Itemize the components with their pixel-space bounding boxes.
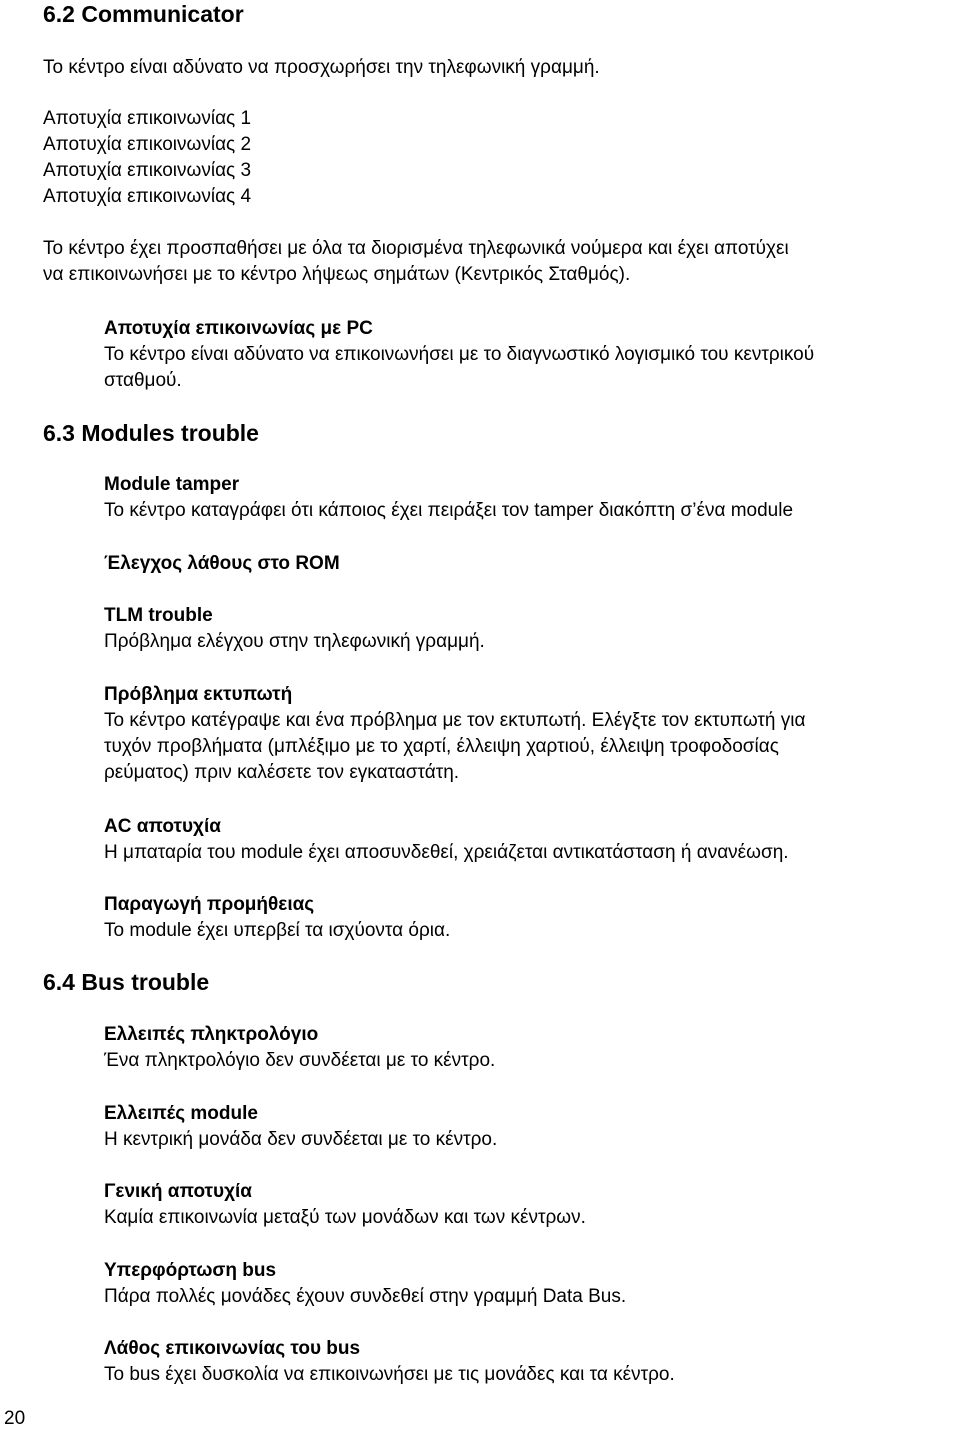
bus-item-title: Λάθος επικοινωνίας του bus <box>104 1338 361 1359</box>
module-tamper-block <box>104 472 956 524</box>
bus-item-title: Ελλειπές module <box>104 1103 258 1124</box>
tlm-trouble-desc: Πρόβλημα ελέγχου στην τηλεφωνική γραμμή. <box>104 631 485 652</box>
bus-item <box>104 1336 956 1388</box>
tlm-trouble-block <box>104 603 956 655</box>
section-heading-6-2: 6.2 Communicator <box>43 1 244 27</box>
printer-problem-desc-line-2: τυχόν προβλήματα (μπλέξιμο με το χαρτί, έλλειψη χαρτιού, έλλειψη τροφοδοσίας <box>104 736 779 757</box>
bus-item-desc: Το bus έχει δυσκολία να επικοινωνήσει με τις μονάδες και τα κέντρο. <box>104 1364 675 1385</box>
communicator-line: Το κέντρο είναι αδύνατο να προσχωρήσει την τηλεφωνική γραμμή. <box>43 57 600 78</box>
section-heading-6-3: 6.3 Modules trouble <box>43 420 259 446</box>
supply-desc: Το module έχει υπερβεί τα ισχύοντα όρια. <box>104 920 451 941</box>
page-number: 20 <box>4 1408 26 1429</box>
failure-item-1: Αποτυχία επικοινωνίας 1 <box>43 108 252 129</box>
bus-item-desc: Πάρα πολλές μονάδες έχουν συνδεθεί στην γραμμή Data Bus. <box>104 1286 627 1307</box>
section-heading-6-4: 6.4 Bus trouble <box>43 969 210 995</box>
module-tamper-desc: Το κέντρο καταγράφει ότι κάποιος έχει πειράξει τον tamper διακόπτη σ’ένα module <box>104 500 794 521</box>
bus-item-desc: Η κεντρική μονάδα δεν συνδέεται με το κέντρο. <box>104 1129 498 1150</box>
tlm-trouble-title: TLM trouble <box>104 605 213 626</box>
bus-item <box>104 1022 956 1074</box>
pc-failure-desc-line-2: σταθμού. <box>104 370 182 391</box>
printer-problem-desc-line-1: Το κέντρο κατέγραψε και ένα πρόβλημα με τον εκτυπωτή. Ελέγξτε τον εκτυπωτή για <box>104 710 806 731</box>
printer-problem-block <box>104 682 956 786</box>
module-tamper-title: Module tamper <box>104 474 240 495</box>
ac-failure-block <box>104 814 956 866</box>
printer-problem-desc-line-3: ρεύματος) πριν καλέσετε τον εγκαταστάτη. <box>104 762 460 783</box>
bus-item <box>104 1179 956 1231</box>
bus-item-desc: Καμία επικοινωνία μεταξύ των μονάδων και των κέντρων. <box>104 1207 586 1228</box>
supply-title: Παραγωγή προμήθειας <box>104 894 315 915</box>
supply-block <box>104 892 956 944</box>
bus-item-title: Γενική αποτυχία <box>104 1181 252 1202</box>
failure-list <box>43 106 251 210</box>
rom-error-title: Έλεγχος λάθους στο ROM <box>104 553 340 574</box>
failures-description <box>43 236 789 288</box>
pc-failure-block <box>104 316 956 394</box>
ac-failure-desc: Η μπαταρία του module έχει αποσυνδεθεί, χρειάζεται αντικατάσταση ή ανανέωση. <box>104 842 789 863</box>
failure-item-3: Αποτυχία επικοινωνίας 3 <box>43 160 252 181</box>
bus-item-title: Ελλειπές πληκτρολόγιο <box>104 1024 319 1045</box>
bus-item <box>104 1258 956 1310</box>
pc-failure-title: Αποτυχία επικοινωνίας με PC <box>104 318 373 339</box>
failure-item-4: Αποτυχία επικοινωνίας 4 <box>43 186 252 207</box>
bus-item-title: Υπερφόρτωση bus <box>104 1260 277 1281</box>
pc-failure-desc-line-1: Το κέντρο είναι αδύνατο να επικοινωνήσει με το διαγνωστικό λογισμικό του κεντρικού <box>104 344 815 365</box>
failure-item-2: Αποτυχία επικοινωνίας 2 <box>43 134 252 155</box>
bus-item-desc: Ένα πληκτρολόγιο δεν συνδέεται με το κέντρο. <box>104 1050 496 1071</box>
failures-desc-line-1: Το κέντρο έχει προσπαθήσει με όλα τα διορισμένα τηλεφωνικά νούμερα και έχει αποτύχει <box>43 238 789 259</box>
failures-desc-line-2: να επικοινωνήσει με το κέντρο λήψεως σημάτων (Κεντρικός Σταθμός). <box>43 264 631 285</box>
ac-failure-title: AC αποτυχία <box>104 816 221 837</box>
bus-item <box>104 1101 956 1153</box>
printer-problem-title: Πρόβλημα εκτυπωτή <box>104 684 293 705</box>
